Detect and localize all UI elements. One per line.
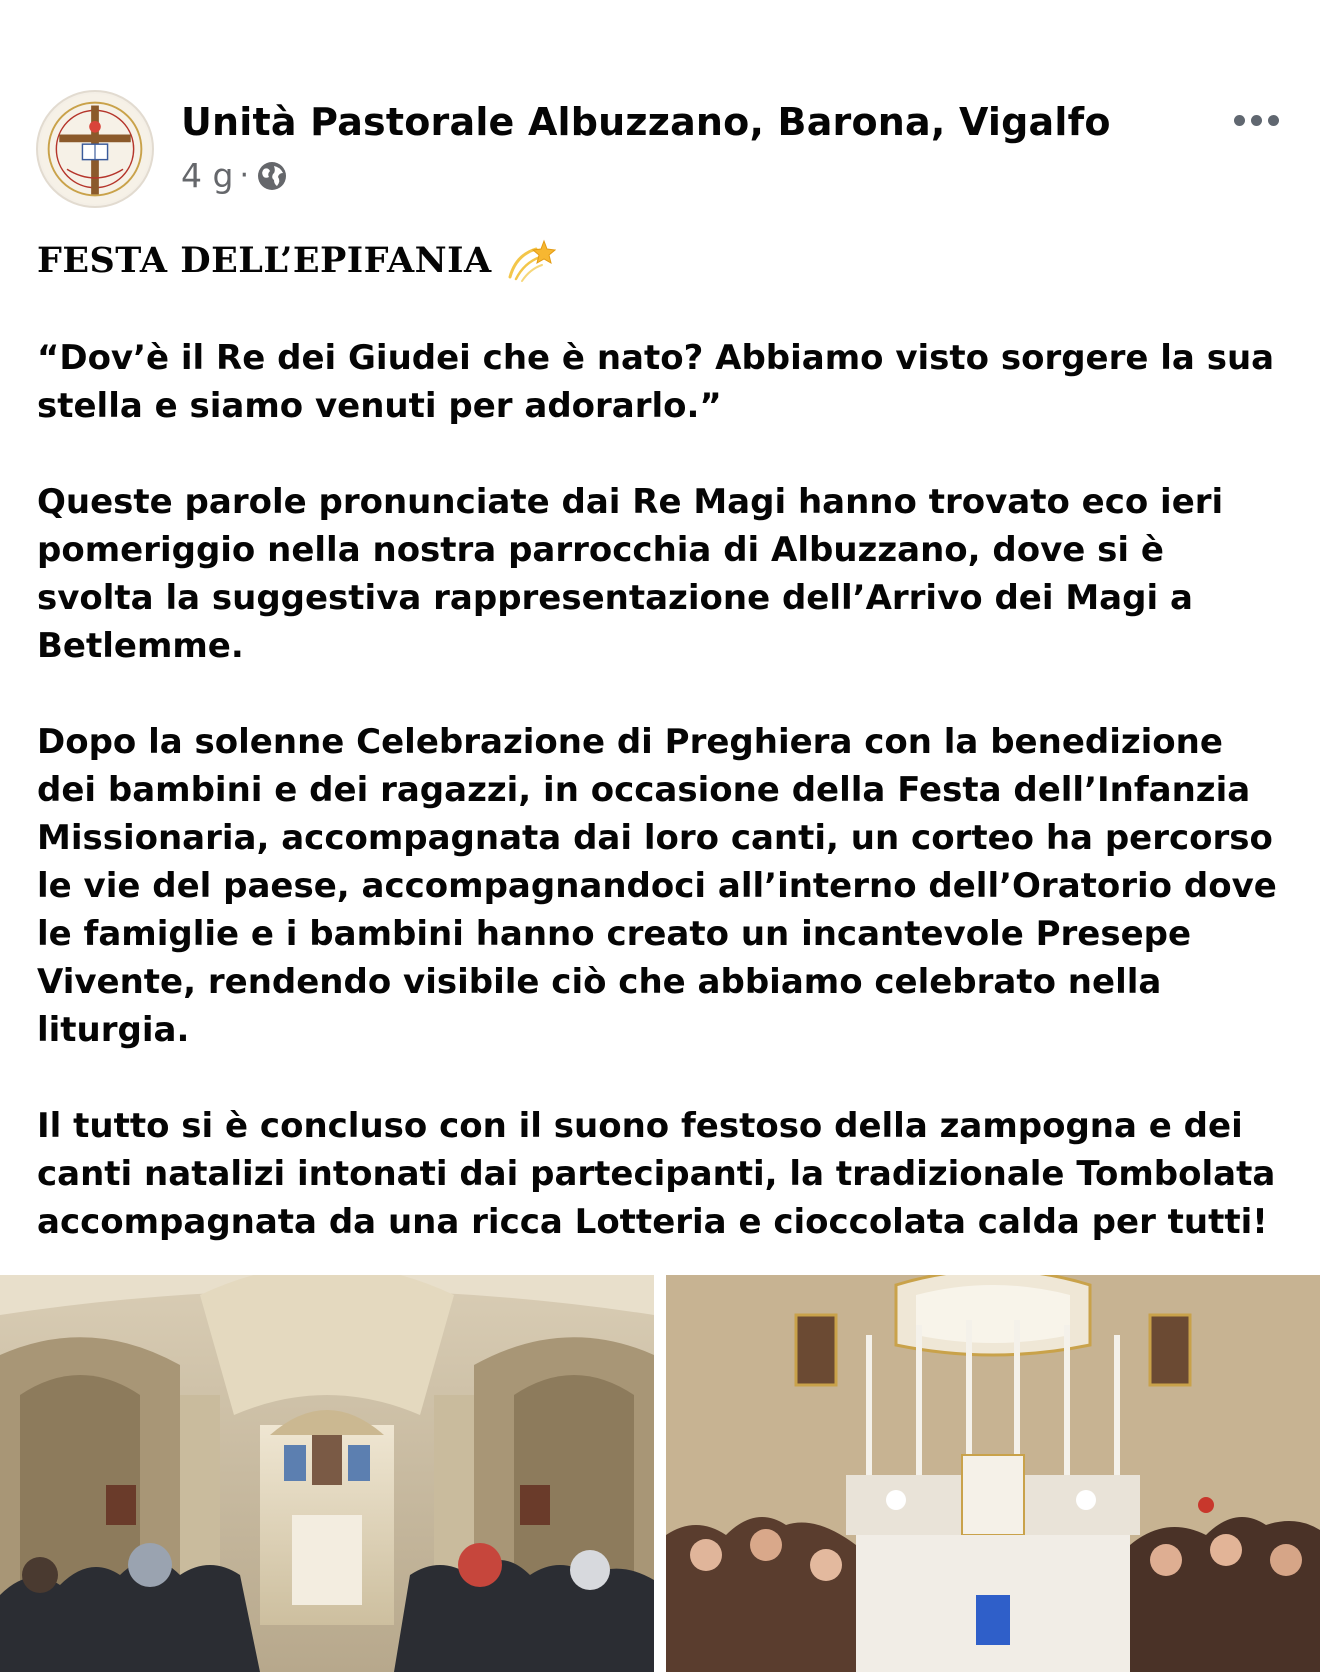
page-name[interactable]: Unità Pastorale Albuzzano, Barona, Vigalfo [181, 100, 1111, 144]
post-paragraph: Queste parole pronunciate dai Re Magi hanno trovato eco ieri pomeriggio nella nostra parrocchia di Albuzzano, dove si è svolta la suggestiva rappresentazione dell’Arrivo dei Magi a Betlemme. [37, 482, 1224, 666]
post-paragraph: Il tutto si è concluso con il suono festoso della zampogna e dei canti natalizi intonati dai partecipanti, la tradizionale Tombolata accompagnata da una ricca Lotteria e cioccolata calda per tutti! [37, 1106, 1276, 1242]
post-meta [181, 156, 289, 195]
meta-separator: · [239, 158, 249, 193]
more-options-icon [1234, 115, 1245, 126]
church-nave-image [0, 1275, 654, 1672]
post-title [37, 237, 556, 283]
more-options-button[interactable] [1226, 100, 1286, 140]
more-options-icon-dot [1251, 115, 1262, 126]
globe-icon [255, 159, 289, 193]
parish-logo [38, 92, 152, 206]
post-header [36, 90, 1286, 210]
church-interior-photo[interactable] [0, 1275, 654, 1672]
post-paragraph: Dopo la solenne Celebrazione di Preghiera con la benedizione dei bambini e dei ragazzi, in occasione della Festa dell’Infanzia Missionaria, accompagnata dai loro canti, un corteo ha percorso le vie del paese, accompagnandoci all’interno dell’Oratorio dove le famiglie e i bambini hanno creato un incantevole Presepe Vivente, rendendo visibile ciò che abbiamo celebrato nella liturgia. [37, 722, 1277, 1050]
post-body [37, 334, 1287, 1294]
photo-grid [0, 1275, 1320, 1672]
more-options-icon-dot [1268, 115, 1279, 126]
post-paragraph: “Dov’è il Re dei Giudei che è nato? Abbiamo visto sorgere la sua stella e siamo venuti per adorarlo.” [37, 338, 1275, 426]
post-time[interactable]: 4 g [181, 156, 234, 195]
page-avatar[interactable] [36, 90, 154, 208]
dizzy-star-emoji-icon [506, 237, 556, 283]
altar-children-photo[interactable] [666, 1275, 1320, 1672]
post-title-text: FESTA DELL’EPIFANIA [37, 239, 492, 281]
altar-image [666, 1275, 1320, 1672]
